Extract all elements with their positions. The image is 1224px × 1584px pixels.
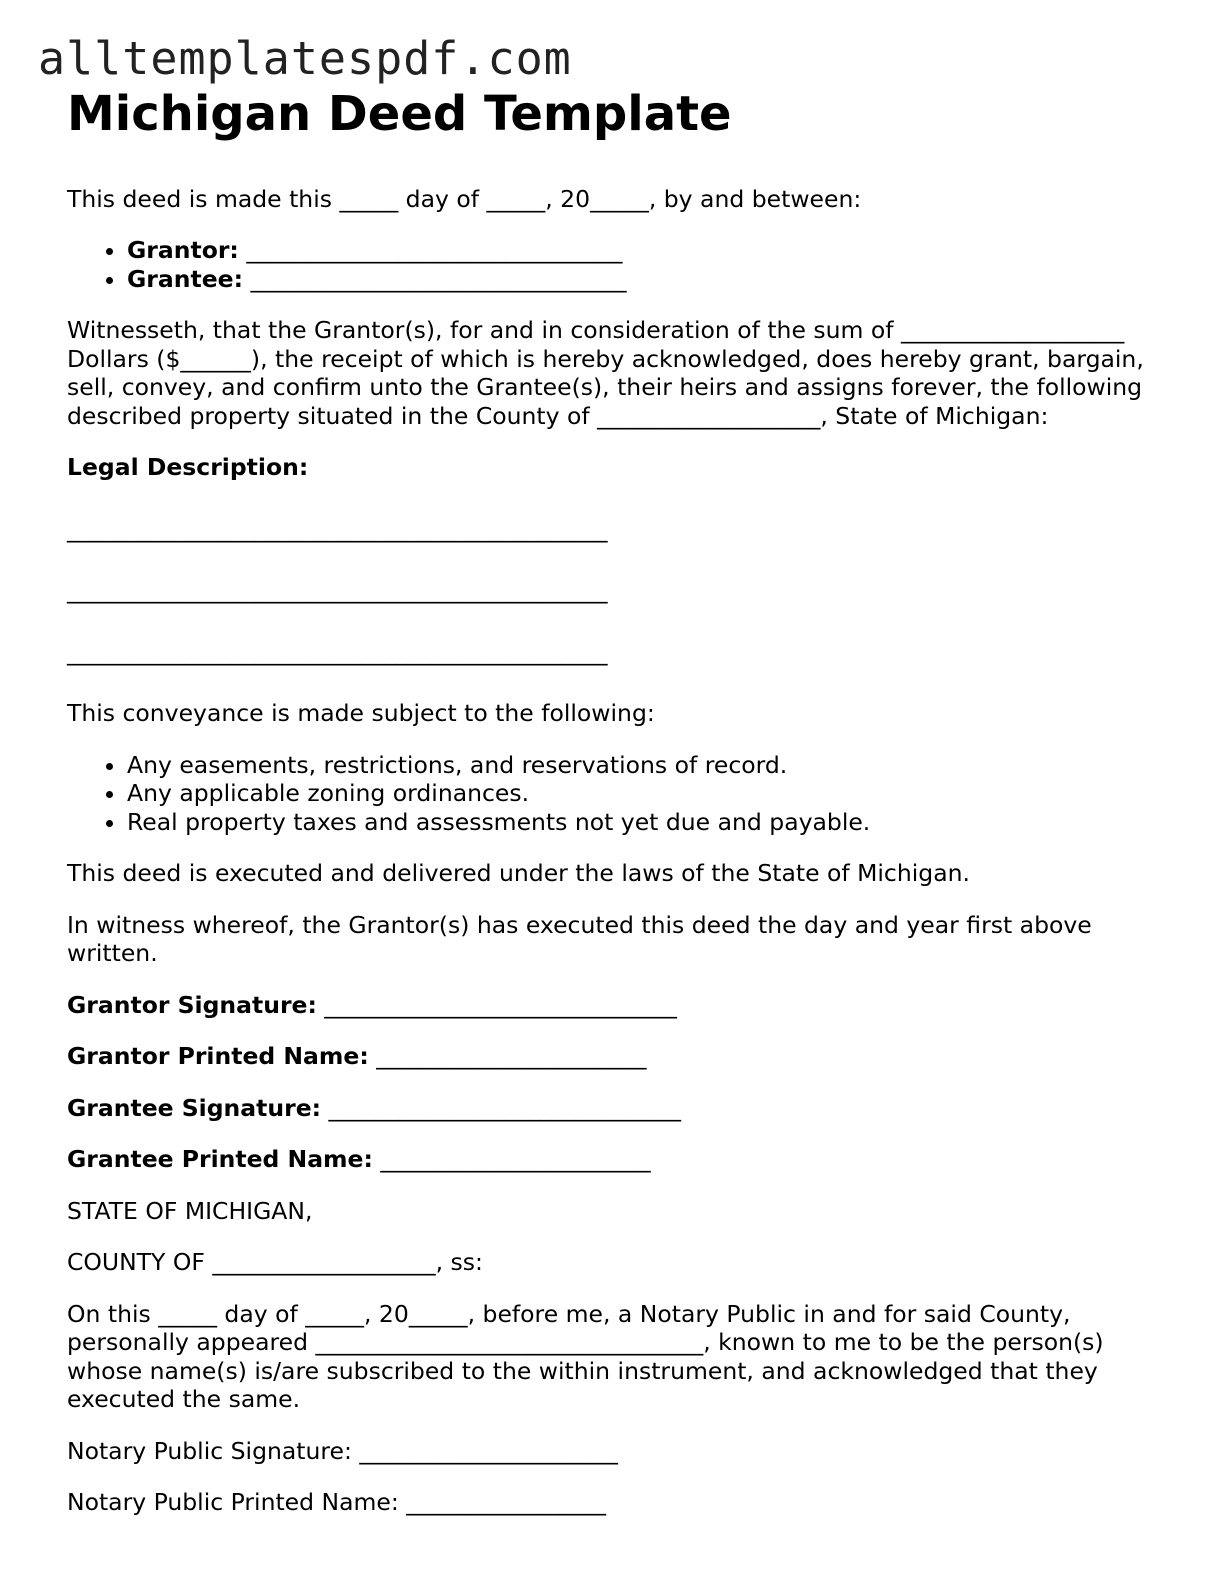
grantee-field[interactable]: ________________________________ — [250, 264, 627, 293]
notary-state: STATE OF MICHIGAN, — [67, 1196, 313, 1225]
notary-signature-row[interactable]: Notary Public Signature: ______________________ — [67, 1436, 618, 1465]
notary-acknowledgment: On this _____ day of _____, 20_____, before me, a Notary Public in and for said County, personally appeared _________________________________, known to me to be the person(s) whose name(s) is/are subscribed to the within instrument, and acknowledged that they executed the same. — [67, 1299, 1104, 1414]
grantee-printed-name-label: Grantee Printed Name: — [67, 1145, 373, 1174]
notary-printed-name-row[interactable]: Notary Public Printed Name: _________________ — [67, 1488, 606, 1517]
grantor-printed-name-label: Grantor Printed Name: — [67, 1042, 369, 1071]
list-item — [127, 236, 1157, 265]
legal-description-line[interactable]: ______________________________________________ — [67, 576, 608, 605]
grantor-signature-row — [67, 991, 1157, 1020]
page-title: Michigan Deed Template — [67, 86, 732, 142]
parties-list — [67, 236, 1157, 293]
deed-document — [67, 88, 1157, 1540]
grantee-printed-name-field[interactable]: _______________________ — [380, 1145, 651, 1174]
subject-list — [67, 751, 1157, 837]
grantor-printed-name-row — [67, 1042, 1157, 1071]
grantee-signature-row — [67, 1094, 1157, 1123]
list-item — [127, 265, 1157, 294]
grantee-signature-field[interactable]: ______________________________ — [328, 1093, 682, 1122]
legal-description-line[interactable]: ______________________________________________ — [67, 637, 608, 666]
grantee-signature-label: Grantee Signature: — [67, 1093, 322, 1122]
subject-intro: This conveyance is made subject to the following: — [67, 699, 655, 728]
watermark: alltemplatespdf.com — [38, 32, 572, 85]
grantor-signature-field[interactable]: ______________________________ — [324, 990, 677, 1019]
witness-text: In witness whereof, the Grantor(s) has executed this deed the day and year first above written. — [67, 910, 1092, 968]
executed-text: This deed is executed and delivered under the laws of the State of Michigan. — [67, 859, 970, 888]
grantee-label: Grantee: — [127, 264, 243, 293]
grantor-signature-label: Grantor Signature: — [67, 990, 317, 1019]
grantor-label: Grantor: — [127, 236, 239, 265]
list-item: • Any applicable zoning ordinances. — [127, 779, 1157, 808]
intro-text: This deed is made this _____ day of _____, 20_____, by and between: — [67, 184, 862, 213]
grantor-field[interactable]: ________________________________ — [246, 236, 623, 265]
legal-description-label: Legal Description: — [67, 453, 309, 482]
grantee-printed-name-row — [67, 1145, 1157, 1174]
notary-county: COUNTY OF ___________________, ss: — [67, 1248, 483, 1277]
grantor-printed-name-field[interactable]: _______________________ — [376, 1042, 647, 1071]
witnesseth-text: Witnesseth, that the Grantor(s), for and in consideration of the sum of ___________________ Dollars ($______), the receipt of which is hereby acknowledged, does hereby grant, bargain, sell, convey, and confirm unto the Grantee(s), their heirs and assigns forever, the following described property situated in the County of ___________________, State of Michigan: — [67, 316, 1144, 430]
legal-description-line[interactable]: ______________________________________________ — [67, 514, 608, 543]
list-item: • Real property taxes and assessments not yet due and payable. — [127, 808, 1157, 837]
list-item: • Any easements, restrictions, and reservations of record. — [127, 751, 1157, 780]
